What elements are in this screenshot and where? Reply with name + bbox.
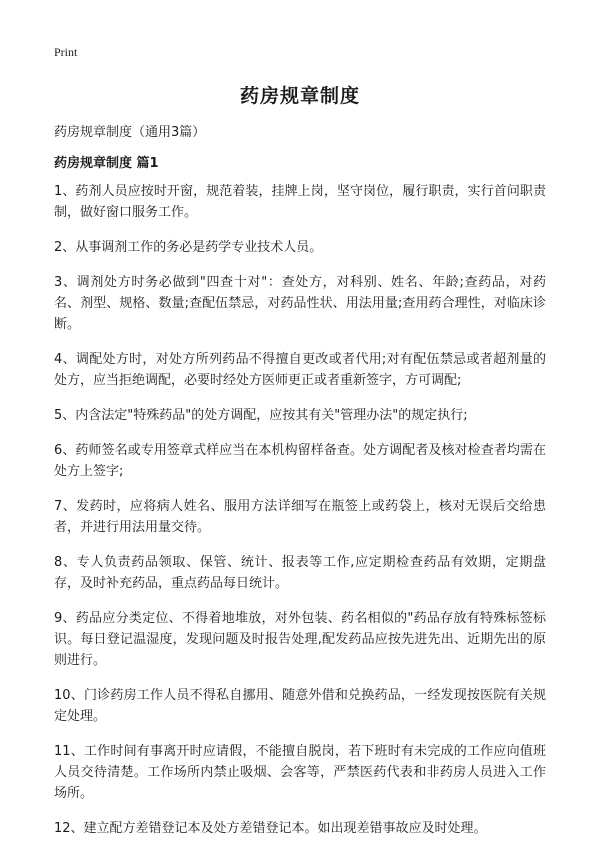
document-subtitle: 药房规章制度（通用3篇） <box>54 125 206 140</box>
rule-item: 1、药剂人员应按时开窗，规范着装，挂牌上岗，坚守岗位，履行职责，实行首问职责制，做好窗口服务工作。 <box>54 184 546 220</box>
rule-item: 10、门诊药房工作人员不得私自挪用、随意外借和兑换药品，一经发现按医院有关规定处理。 <box>54 688 546 724</box>
rule-item: 11、工作时间有事离开时应请假，不能擅自脱岗，若下班时有未完成的工作应向值班人员交待清楚。工作场所内禁止吸烟、会客等，严禁医药代表和非药房人员进入工作场所。 <box>54 744 546 801</box>
rule-item: 8、专人负责药品领取、保管、统计、报表等工作,应定期检查药品有效期，定期盘存，及时补充药品，重点药品每日统计。 <box>54 555 546 591</box>
rule-item: 9、药品应分类定位、不得着地堆放，对外包装、药名相似的"药品存放有特殊标签标识。每日登记温湿度，发现问题及时报告处理,配发药品应按先进先出、近期先出的原则进行。 <box>54 611 546 668</box>
section-heading: 药房规章制度 篇1 <box>54 156 159 171</box>
rule-item: 4、调配处方时，对处方所列药品不得擅自更改或者代用;对有配伍禁忌或者超剂量的处方，应当拒绝调配，必要时经处方医师更正或者重新签字，方可调配; <box>54 352 546 388</box>
rule-item: 7、发药时，应将病人姓名、服用方法详细写在瓶签上或药袋上，核对无误后交给患者，并进行用法用量交待。 <box>54 499 546 535</box>
page-title: 药房规章制度 <box>239 85 360 107</box>
rule-item: 3、调剂处方时务必做到"四查十对"：查处方，对科别、姓名、年龄;查药品，对药名、剂型、规格、数量;查配伍禁忌，对药品性状、用法用量;查用药合理性，对临床诊断。 <box>54 275 546 332</box>
rule-item: 12、建立配方差错登记本及处方差错登记本。如出现差错事故应及时处理。 <box>54 821 487 836</box>
print-label: Print <box>54 45 78 59</box>
rule-item: 5、内含法定"特殊药品"的处方调配，应按其有关"管理办法"的规定执行; <box>54 408 468 423</box>
rule-item: 6、药师签名或专用签章式样应当在本机构留样备查。处方调配者及核对检查者均需在处方上签字; <box>54 443 546 479</box>
rule-item: 2、从事调剂工作的务必是药学专业技术人员。 <box>54 240 323 255</box>
rules-list <box>54 181 546 853</box>
